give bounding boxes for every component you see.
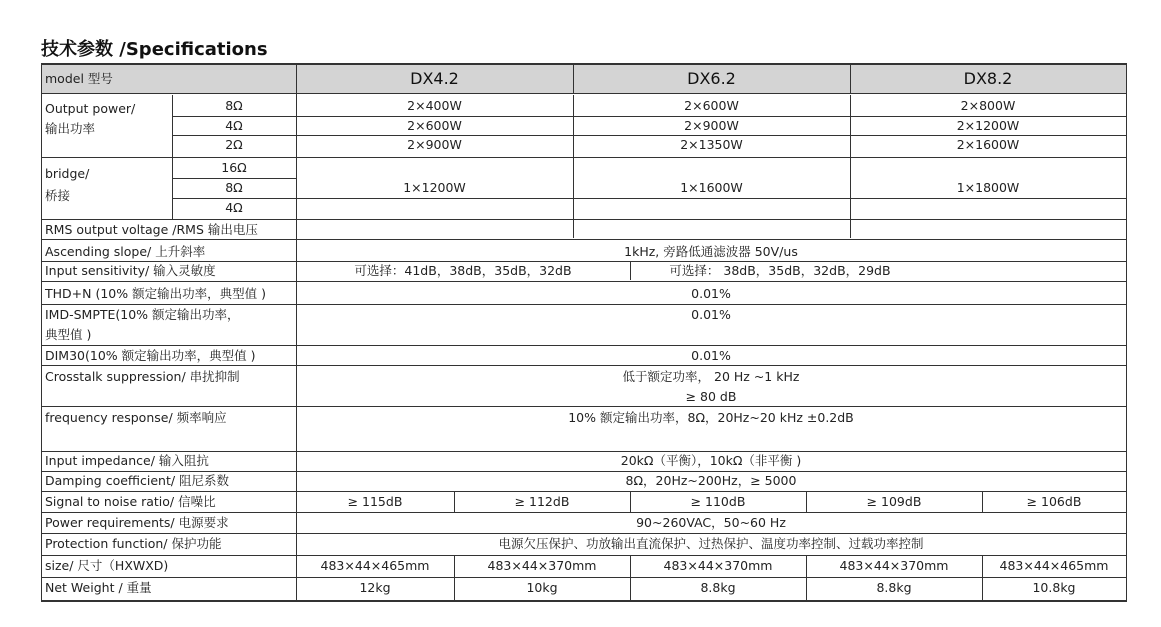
thd-label: THD+N (10% 额定输出功率，典型值 ) — [45, 285, 266, 301]
size-label: size/ 尺寸（HXWXD) — [45, 557, 169, 573]
weight-label: Net Weight / 重量 — [45, 580, 152, 595]
protection-value: 电源欠压保护、功放输出直流保护、过热保护、温度功率控制、过载功率控制 — [498, 535, 924, 551]
snr-label: Signal to noise ratio/ 信噪比 — [45, 493, 216, 509]
impedance-label: 16Ω — [221, 160, 247, 175]
impedance-label: 4Ω — [225, 200, 243, 215]
thd-value: 0.01% — [691, 285, 731, 301]
damping-label: Damping coefficient/ 阻尼系数 — [45, 472, 230, 488]
table-rule — [41, 93, 1126, 94]
snr-value: ≥ 109dB — [866, 493, 922, 509]
output-power-label-cn: 输出功率 — [45, 121, 96, 136]
output-power-dx42: 2×400W — [407, 97, 462, 113]
snr-value: ≥ 110dB — [690, 493, 746, 509]
table-border-bottom — [41, 600, 1127, 602]
snr-value: ≥ 115dB — [347, 493, 403, 509]
table-rule — [41, 281, 1126, 282]
model-name: DX4.2 — [410, 69, 459, 88]
output-power-dx82: 2×800W — [960, 97, 1016, 113]
sensitivity-dx62-dx82: 可选择： 38dB，35dB，32dB，29dB — [669, 263, 891, 278]
imd-label-cont: 典型值 ) — [45, 326, 92, 342]
table-rule — [296, 198, 1126, 199]
impedance-label: 8Ω — [225, 180, 243, 195]
table-rule — [41, 239, 1126, 240]
output-power-dx82: 2×1600W — [956, 137, 1020, 152]
imd-value: 0.01% — [691, 306, 731, 322]
crosstalk-value-cont: ≥ 80 dB — [685, 388, 737, 404]
size-value: 483×44×465mm — [999, 557, 1109, 573]
slope-value: 1kHz, 旁路低通滤波器 50V/us — [624, 243, 798, 259]
damping-value: 8Ω，20Hz~200Hz，≥ 5000 — [625, 472, 797, 488]
output-power-dx42: 2×900W — [407, 137, 462, 152]
bridge-label: bridge/ — [45, 165, 90, 181]
impedance-label: 4Ω — [225, 117, 243, 133]
input-impedance-value: 20kΩ（平衡），10kΩ（非平衡 ) — [620, 452, 802, 468]
sensitivity-dx42: 可选择：41dB，38dB，35dB，32dB — [354, 263, 572, 278]
bridge-dx82: 1×1800W — [956, 180, 1020, 195]
size-value: 483×44×370mm — [839, 557, 949, 573]
frequency-label: frequency response/ 频率响应 — [45, 410, 227, 425]
impedance-label: 8Ω — [225, 97, 243, 113]
model-label: model 型号 — [45, 70, 113, 86]
input-impedance-label: Input impedance/ 输入阻抗 — [45, 452, 209, 468]
table-rule — [41, 365, 1126, 366]
power-value: 90~260VAC，50~60 Hz — [636, 514, 786, 530]
snr-value: ≥ 106dB — [1026, 493, 1082, 509]
impedance-label: 2Ω — [225, 137, 243, 152]
frequency-value: 10% 额定输出功率，8Ω，20Hz~20 kHz ±0.2dB — [568, 410, 854, 425]
output-power-label: Output power/ — [45, 101, 136, 116]
rms-label: RMS output voltage /RMS 输出电压 — [45, 221, 258, 237]
power-label: Power requirements/ 电源要求 — [45, 514, 229, 530]
size-value: 483×44×465mm — [320, 557, 430, 573]
col-rule — [982, 491, 983, 512]
output-power-dx82: 2×1200W — [956, 117, 1020, 133]
output-power-dx62: 2×600W — [684, 97, 739, 113]
table-border-right — [1126, 63, 1127, 601]
bridge-dx62: 1×1600W — [680, 180, 743, 195]
snr-value: ≥ 112dB — [514, 493, 570, 509]
weight-value: 8.8kg — [876, 580, 912, 595]
dim-label: DIM30(10% 额定输出功率，典型值 ) — [45, 347, 256, 363]
crosstalk-value: 低于额定功率， 20 Hz ~1 kHz — [622, 369, 800, 384]
model-name: DX8.2 — [963, 69, 1013, 88]
imd-label: IMD-SMPTE(10% 额定输出功率， — [45, 306, 240, 322]
weight-value: 10.8kg — [1032, 580, 1076, 595]
dim-value: 0.01% — [691, 347, 731, 363]
sensitivity-label: Input sensitivity/ 输入灵敏度 — [45, 263, 216, 278]
size-value: 483×44×370mm — [663, 557, 773, 573]
page-title: 技术参数 /Specifications — [41, 39, 268, 60]
weight-value: 10kg — [526, 580, 558, 595]
model-name: DX6.2 — [687, 69, 736, 88]
slope-label: Ascending slope/ 上升斜率 — [45, 243, 206, 259]
weight-value: 8.8kg — [700, 580, 736, 595]
col-rule — [806, 491, 807, 512]
output-power-dx62: 2×900W — [684, 117, 739, 133]
bridge-label-cn: 桥接 — [45, 187, 71, 203]
col-rule — [630, 491, 631, 512]
size-value: 483×44×370mm — [487, 557, 597, 573]
bridge-dx42: 1×1200W — [403, 180, 466, 195]
weight-value: 12kg — [359, 580, 391, 595]
table-rule — [41, 406, 1126, 407]
crosstalk-label: Crosstalk suppression/ 串扰抑制 — [45, 369, 240, 384]
output-power-dx42: 2×600W — [407, 117, 462, 133]
protection-label: Protection function/ 保护功能 — [45, 535, 222, 551]
col-rule — [454, 491, 455, 512]
output-power-dx62: 2×1350W — [680, 137, 743, 152]
